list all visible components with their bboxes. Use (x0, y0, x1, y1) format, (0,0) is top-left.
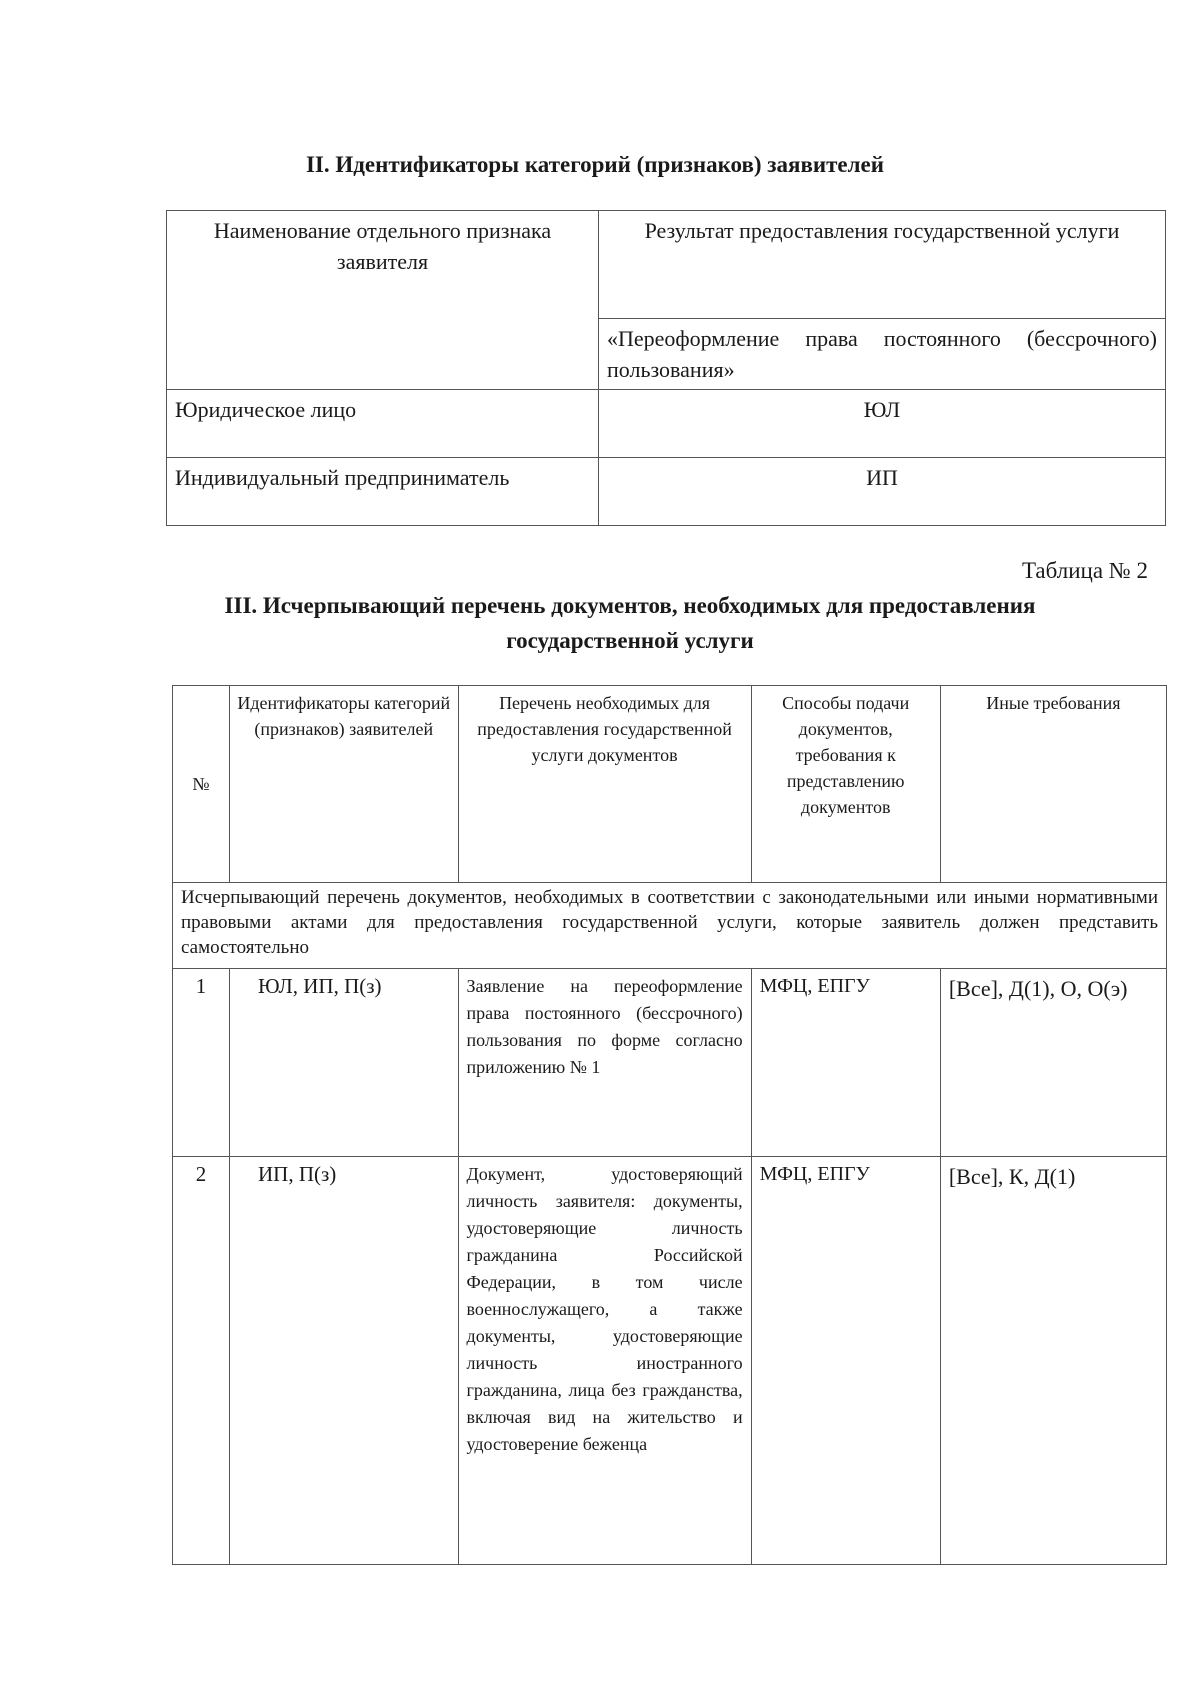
row-categories: ЮЛ, ИП, П(з) (229, 969, 458, 1157)
row-categories: ИП, П(з) (229, 1157, 458, 1565)
subheader-service-result: «Переоформление права постоянного (бессрочного) пользования» (599, 319, 1166, 390)
applicant-name-cell: Индивидуальный предприниматель (167, 458, 599, 526)
header-applicant-attribute: Наименование отдельного признака заявителя (167, 211, 599, 390)
row-document: Документ, удостоверяющий личность заявителя: документы, удостоверяющие личность гражданина Российской Федерации, в том числе военнослужащего, а также документы, удостоверяющие личность иностранного гражданина, лица без гражданства, включая вид на жительство и удостоверение беженца (458, 1157, 751, 1565)
header-methods: Способы подачи документов, требования к представлению документов (751, 686, 940, 883)
row-number: 1 (173, 969, 230, 1157)
table-row (173, 1157, 1167, 1565)
applicant-categories-table (166, 210, 1166, 526)
row-methods: МФЦ, ЕПГУ (751, 969, 940, 1157)
row-methods: МФЦ, ЕПГУ (751, 1157, 940, 1565)
applicant-code-cell: ИП (599, 458, 1166, 526)
table-number-label: Таблица № 2 (1021, 558, 1148, 583)
applicant-code-cell: ЮЛ (599, 390, 1166, 458)
table-row (167, 390, 1166, 458)
table-row (173, 969, 1167, 1157)
header-other-requirements: Иные требования (940, 686, 1166, 883)
header-service-result: Результат предоставления государственной услуги (599, 211, 1166, 319)
documents-table (172, 685, 1167, 1565)
section-span-text: Исчерпывающий перечень документов, необходимых в соответствии с законодательными или иными нормативными правовыми актами для предоставления государственной услуги, которые заявитель должен представить самостоятельно (173, 883, 1167, 969)
section-2-title: II. Идентификаторы категорий (признаков) заявителей (305, 152, 885, 177)
row-number: 2 (173, 1157, 230, 1565)
section-3-title: III. Исчерпывающий перечень документов, необходимых для предоставления государственной услуги (224, 593, 1036, 653)
table-row (167, 458, 1166, 526)
header-documents: Перечень необходимых для предоставления государственной услуги документов (458, 686, 751, 883)
header-number: № (173, 686, 230, 883)
applicant-name-cell: Юридическое лицо (167, 390, 599, 458)
header-categories: Идентификаторы категорий (признаков) заявителей (229, 686, 458, 883)
row-other-requirements: [Все], Д(1), О, О(э) (940, 969, 1166, 1157)
row-other-requirements: [Все], К, Д(1) (940, 1157, 1166, 1565)
row-document: Заявление на переоформление права постоянного (бессрочного) пользования по форме согласно приложению № 1 (458, 969, 751, 1157)
